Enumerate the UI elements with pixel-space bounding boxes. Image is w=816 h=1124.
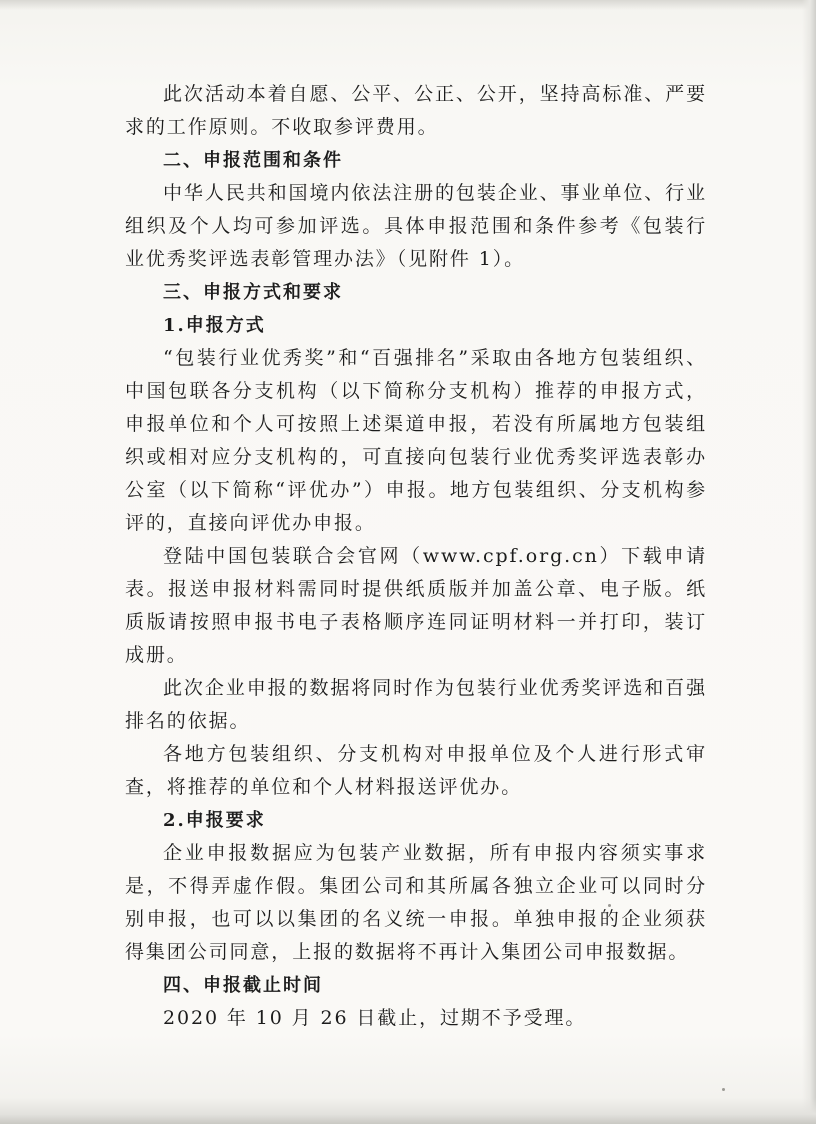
- paragraph-deadline: 2020 年 10 月 26 日截止，过期不予受理。: [163, 1007, 587, 1029]
- section-heading-method: 三、申报方式和要求: [163, 282, 343, 303]
- subheading-requirements: 2.申报要求: [163, 810, 266, 831]
- paragraph-principles: 此次活动本着自愿、公平、公正、公开，坚持高标准、严要求的工作原则。不收取参评费用。: [125, 83, 707, 138]
- scan-edge-top: [0, 0, 816, 10]
- paragraph-download: 登陆中国包装联合会官网（www.cpf.org.cn）下载申请表。报送申报材料需同时提供纸质版并加盖公章、电子版。纸质版请按照申报书电子表格顺序连同证明材料一并打印，装订成册。: [125, 545, 707, 666]
- scan-speck: [722, 1088, 725, 1091]
- scan-edge-bottom: [0, 1098, 816, 1124]
- paragraph-method: “包装行业优秀奖”和“百强排名”采取由各地方包装组织、中国包联各分支机构（以下简称分支机构）推荐的申报方式，申报单位和个人可按照上述渠道申报，若没有所属地方包装组织或相对应分支机构的，可直接向包装行业优秀奖评选表彰办公室（以下简称“评优办”）申报。地方包装组织、分支机构参评的，直接向评优办申报。: [125, 347, 707, 534]
- scan-edge-right: [802, 0, 816, 1124]
- subheading-method: 1.申报方式: [163, 315, 266, 336]
- paragraph-review: 各地方包装组织、分支机构对申报单位及个人进行形式审查，将推荐的单位和个人材料报送评优办。: [125, 743, 707, 798]
- section-heading-deadline: 四、申报截止时间: [163, 975, 323, 996]
- paragraph-requirements: 企业申报数据应为包装产业数据，所有申报内容须实事求是，不得弄虚作假。集团公司和其所属各独立企业可以同时分别申报，也可以以集团的名义统一申报。单独申报的企业须获得集团公司同意，上报的数据将不再计入集团公司申报数据。: [125, 842, 707, 963]
- paragraph-scope: 中华人民共和国境内依法注册的包装企业、事业单位、行业组织及个人均可参加评选。具体申报范围和条件参考《包装行业优秀奖评选表彰管理办法》（见附件 1）。: [125, 182, 707, 270]
- paragraph-data-basis: 此次企业申报的数据将同时作为包装行业优秀奖评选和百强排名的依据。: [125, 677, 707, 732]
- document-body: [125, 78, 707, 1035]
- section-heading-scope: 二、申报范围和条件: [163, 150, 343, 171]
